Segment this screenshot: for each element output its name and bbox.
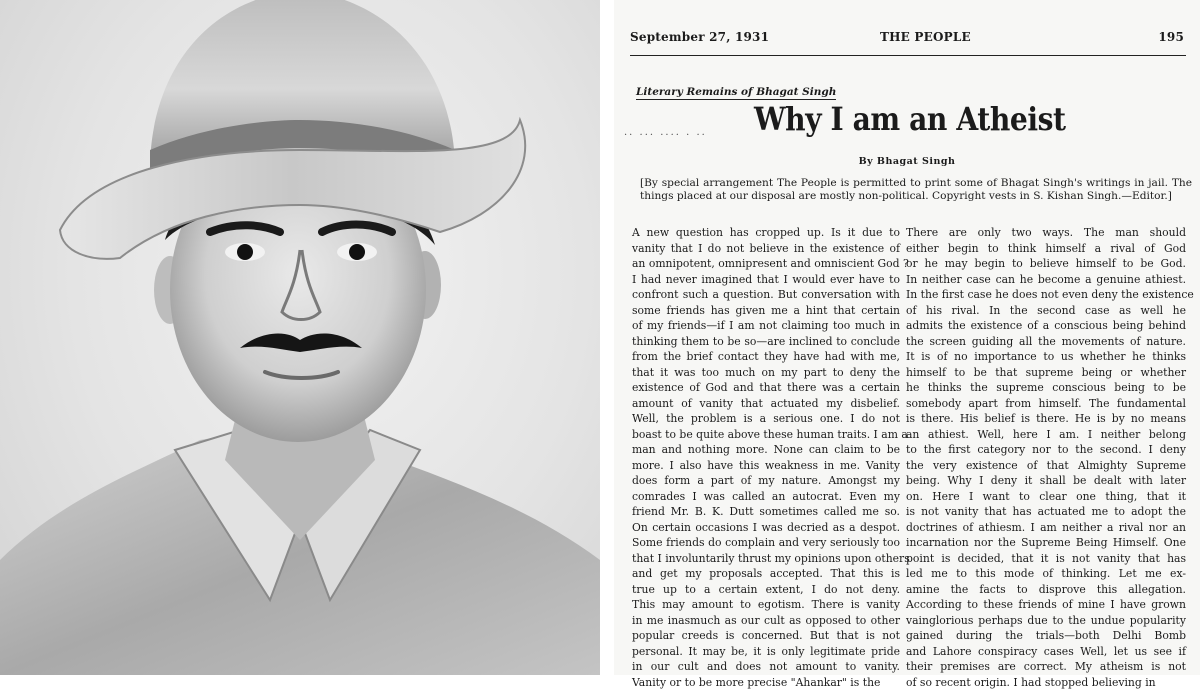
article-line: doctrines of athiesm. I am neither a rival nor an xyxy=(906,520,1186,536)
article-column-left xyxy=(632,225,900,690)
article-line: incarnation nor the Supreme Being Himself. One xyxy=(906,535,1186,551)
article-line: to the first category nor to the second. I deny xyxy=(906,442,1186,458)
article-line: the screen guiding all the movements of nature. xyxy=(906,334,1186,350)
article-line: vanity that I do not believe in the existence of xyxy=(632,241,900,257)
article-line: In neither case can he become a genuine athiest. xyxy=(906,272,1186,288)
article-line: amine the facts to disprove this allegation. xyxy=(906,582,1186,598)
article-line: of so recent origin. I had stopped believing in xyxy=(906,675,1186,690)
article-line: Some friends do complain and very seriously too xyxy=(632,535,900,551)
article-line: man and nothing more. None can claim to be xyxy=(632,442,900,458)
article-line: gained during the trials—both Delhi Bomb xyxy=(906,628,1186,644)
article-line: being. Why I deny it shall be dealt with later xyxy=(906,473,1186,489)
article-line: popular creeds is concerned. But that is not xyxy=(632,628,900,644)
article-line: Well, the problem is a serious one. I do not xyxy=(632,411,900,427)
article-line: is not vanity that has actuated me to adopt the xyxy=(906,504,1186,520)
decorative-dots: ·· ··· ···· · ·· xyxy=(624,130,707,141)
article-line: an athiest. Well, here I am. I neither belong xyxy=(906,427,1186,443)
article-line: in our cult and does not amount to vanity. xyxy=(632,659,900,675)
article-line: of my friends—if I am not claiming too much in xyxy=(632,318,900,334)
issue-date: September 27, 1931 xyxy=(630,30,769,44)
article-line: of his rival. In the second case as well he xyxy=(906,303,1186,319)
article-line: somebody apart from himself. The fundamental xyxy=(906,396,1186,412)
article-line: existence of God and that there was a certain xyxy=(632,380,900,396)
article-line: that it was too much on my part to deny the xyxy=(632,365,900,381)
article-line: confront such a question. But conversation with xyxy=(632,287,900,303)
article-line: more. I also have this weakness in me. Vanity xyxy=(632,458,900,474)
article-line: either begin to think himself a rival of God xyxy=(906,241,1186,257)
portrait-illustration xyxy=(0,0,600,675)
article-line: and Lahore conspiracy cases Well, let us see if xyxy=(906,644,1186,660)
publication-name: THE PEOPLE xyxy=(880,30,971,44)
article-line: According to these friends of mine I have grown xyxy=(906,597,1186,613)
article-line: point is decided, that it is not vanity that has xyxy=(906,551,1186,567)
article-line: himself to be that supreme being or whether xyxy=(906,365,1186,381)
article-line: the very existence of that Almighty Supreme xyxy=(906,458,1186,474)
newspaper-page xyxy=(614,0,1200,675)
article-line: amount of vanity that actuated my disbelief. xyxy=(632,396,900,412)
article-line: On certain occasions I was decried as a despot. xyxy=(632,520,900,536)
article-line: This may amount to egotism. There is vanity xyxy=(632,597,900,613)
article-line: led me to this mode of thinking. Let me ex- xyxy=(906,566,1186,582)
article-line: A new question has cropped up. Is it due to xyxy=(632,225,900,241)
article-line: Vanity or to be more precise "Ahankar" is the xyxy=(632,675,900,690)
portrait-photo xyxy=(0,0,600,675)
article-line: does form a part of my nature. Amongst my xyxy=(632,473,900,489)
article-line: It is of no importance to us whether he thinks xyxy=(906,349,1186,365)
article-line: vainglorious perhaps due to the undue popularity xyxy=(906,613,1186,629)
masthead-rule xyxy=(630,55,1186,56)
panel-divider xyxy=(600,0,614,675)
article-line: admits the existence of a conscious being behind xyxy=(906,318,1186,334)
article-line: on. Here I want to clear one thing, that it xyxy=(906,489,1186,505)
article-line: is there. His belief is there. He is by no means xyxy=(906,411,1186,427)
article-line: thinking them to be so—are inclined to conclude xyxy=(632,334,900,350)
article-line: in me inasmuch as our cult as opposed to other xyxy=(632,613,900,629)
article-line: and get my proposals accepted. That this is xyxy=(632,566,900,582)
page-number: 195 xyxy=(1158,30,1184,44)
article-line: he thinks the supreme conscious being to be xyxy=(906,380,1186,396)
article-line: an omnipotent, omnipresent and omniscient God ? xyxy=(632,256,900,272)
article-line: that I involuntarily thrust my opinions upon others xyxy=(632,551,900,567)
editor-note: [By special arrangement The People is permitted to print some of Bhagat Singh's writings in jail. The things placed at our disposal are mostly non-political. Copyright vests in S. Kishan Singh.—Editor.] xyxy=(640,177,1192,203)
article-line: friend Mr. B. K. Dutt sometimes called me so. xyxy=(632,504,900,520)
article-line: boast to be quite above these human traits. I am a xyxy=(632,427,900,443)
article-line: personal. It may be, it is only legitimate pride xyxy=(632,644,900,660)
article-line: some friends has given me a hint that certain xyxy=(632,303,900,319)
article-line: their premises are correct. My atheism is not xyxy=(906,659,1186,675)
article-column-right xyxy=(906,225,1186,690)
article-line: I had never imagined that I would ever have to xyxy=(632,272,900,288)
article-byline: By Bhagat Singh xyxy=(614,156,1200,167)
series-title: Literary Remains of Bhagat Singh xyxy=(636,86,836,100)
article-line: true up to a certain extent, I do not deny. xyxy=(632,582,900,598)
masthead xyxy=(630,30,1184,50)
article-headline: Why I am an Atheist xyxy=(754,100,1141,138)
article-line: In the first case he does not even deny the existence xyxy=(906,287,1186,303)
article-line: or he may begin to believe himself to be God. xyxy=(906,256,1186,272)
article-line: from the brief contact they have had with me, xyxy=(632,349,900,365)
article-line: There are only two ways. The man should xyxy=(906,225,1186,241)
article-line: comrades I was called an autocrat. Even my xyxy=(632,489,900,505)
